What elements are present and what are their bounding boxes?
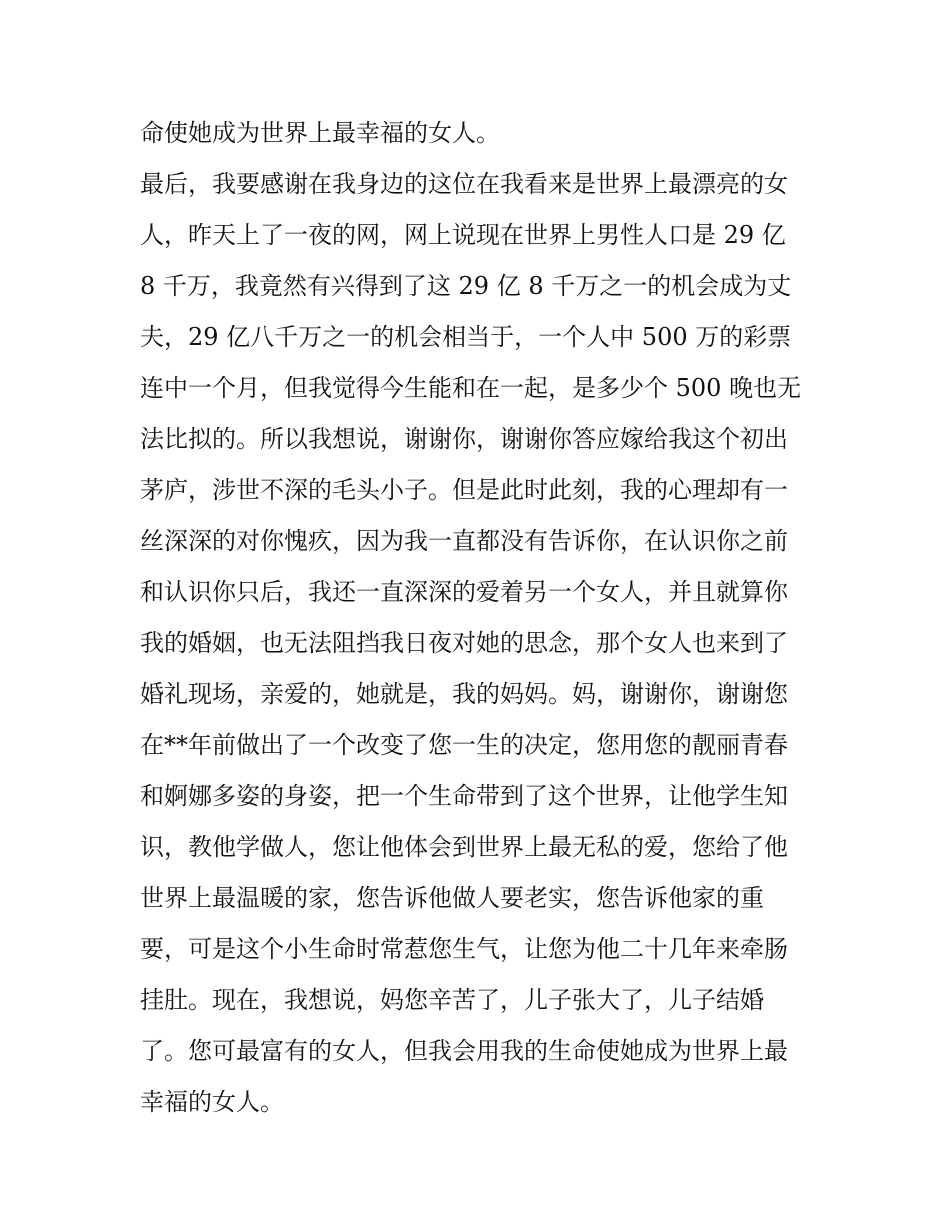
text-line: 挂肚。现在，我想说，妈您辛苦了，儿子张大了，儿子结婚 bbox=[140, 986, 764, 1014]
text-line: 幸福的女人。 bbox=[140, 1088, 284, 1116]
text-line: 我的婚姻，也无法阻挡我日夜对她的思念，那个女人也来到了 bbox=[140, 629, 788, 657]
text-line: 夫，29 亿八千万之一的机会相当于，一个人中 500 万的彩票 bbox=[140, 323, 792, 351]
body-text bbox=[140, 108, 830, 1128]
text-line: 了。您可最富有的女人，但我会用我的生命使她成为世界上最 bbox=[140, 1037, 788, 1065]
text-line: 和认识你只后，我还一直深深的爱着另一个女人，并且就算你 bbox=[140, 578, 788, 606]
text-line: 在**年前做出了一个改变了您一生的决定，您用您的靓丽青春 bbox=[140, 731, 788, 759]
text-line: 最后，我要感谢在我身边的这位在我看来是世界上最漂亮的女 bbox=[140, 170, 788, 198]
text-line: 连中一个月，但我觉得今生能和在一起，是多少个 500 晚也无 bbox=[140, 374, 802, 402]
text-line: 要，可是这个小生命时常惹您生气，让您为他二十几年来牵肠 bbox=[140, 935, 788, 963]
text-line: 人，昨天上了一夜的网，网上说现在世界上男性人口是 29 亿 bbox=[140, 221, 786, 249]
text-line: 8 千万，我竟然有兴得到了这 29 亿 8 千万之一的机会成为丈 bbox=[140, 272, 792, 300]
text-line: 识，教他学做人，您让他体会到世界上最无私的爱，您给了他 bbox=[140, 833, 788, 861]
text-line: 法比拟的。所以我想说，谢谢你，谢谢你答应嫁给我这个初出 bbox=[140, 425, 788, 453]
text-line: 丝深深的对你愧疚，因为我一直都没有告诉你，在认识你之前 bbox=[140, 527, 788, 555]
text-line: 世界上最温暖的家，您告诉他做人要老实，您告诉他家的重 bbox=[140, 884, 764, 912]
text-line: 和婀娜多姿的身姿，把一个生命带到了这个世界，让他学生知 bbox=[140, 782, 788, 810]
text-line: 婚礼现场，亲爱的，她就是，我的妈妈。妈，谢谢你，谢谢您 bbox=[140, 680, 788, 708]
text-line: 命使她成为世界上最幸福的女人。 bbox=[140, 119, 500, 147]
text-line: 茅庐，涉世不深的毛头小子。但是此时此刻，我的心理却有一 bbox=[140, 476, 788, 504]
